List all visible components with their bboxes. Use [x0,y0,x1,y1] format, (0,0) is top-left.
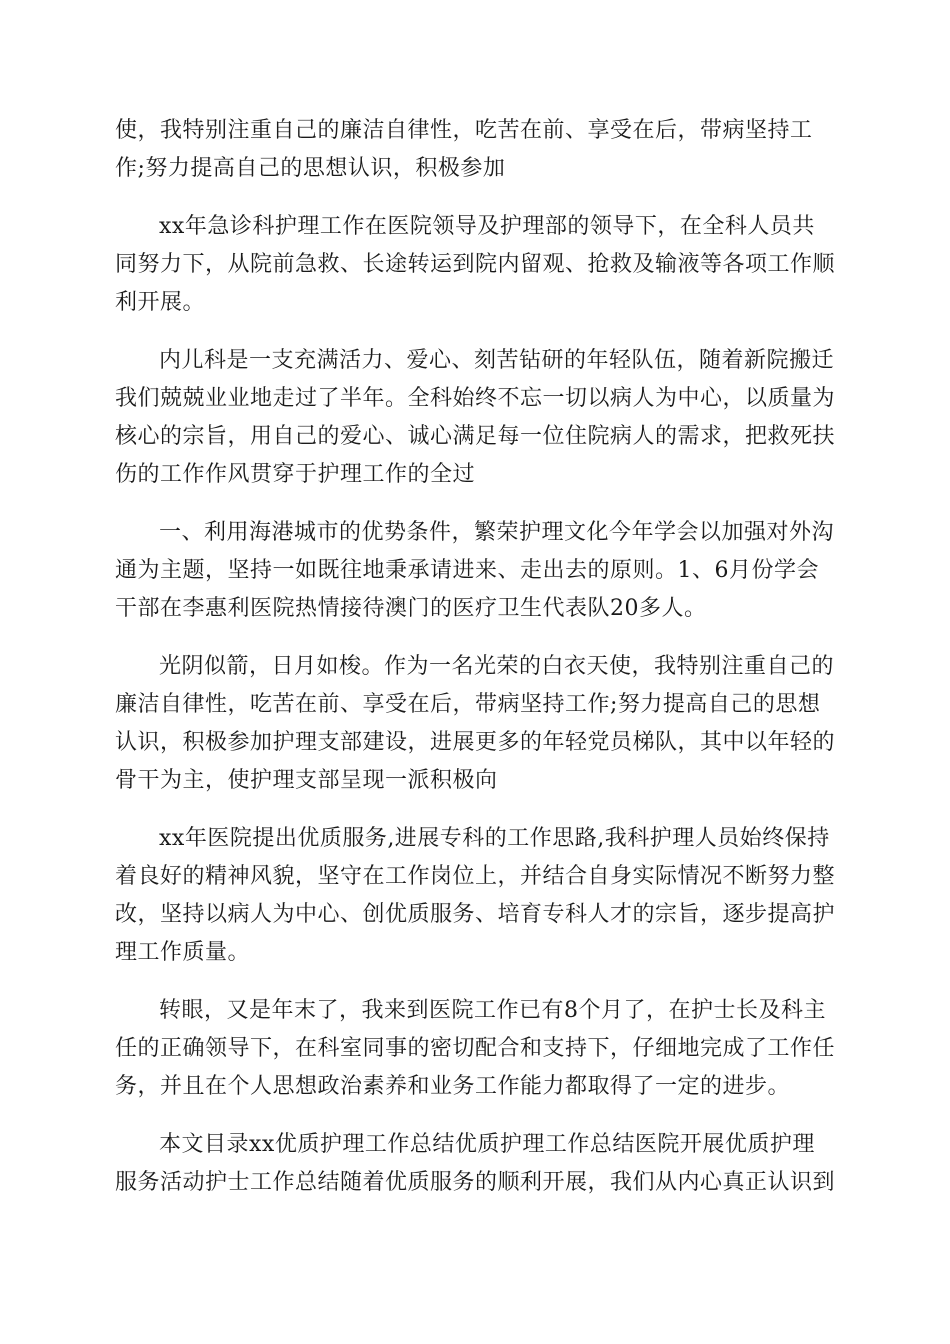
paragraph-6: xx年医院提出优质服务,进展专科的工作思路,我科护理人员始终保持着良好的精神风貌，坚守在工作岗位上，并结合自身实际情况不断努力整改，坚持以病人为中心、创优质服务、培育专科人才的宗旨，逐步提高护理工作质量。 [115,826,836,965]
paragraph-4: 一、利用海港城市的优势条件，繁荣护理文化今年学会以加强对外沟通为主题，坚持一如既往地秉承请进来、走出去的原则。1、6月份学会干部在李惠利医院热情接待澳门的医疗卫生代表队20多人。 [115,520,835,621]
paragraph-5: 光阴似箭，日月如梭。作为一名光荣的白衣天使，我特别注重自己的廉洁自律性，吃苦在前、享受在后，带病坚持工作;努力提高自己的思想认识，积极参加护理支部建设，进展更多的年轻党员梯队，其中以年轻的骨干为主，使护理支部呈现一派积极向 [115,654,836,793]
paragraph-7: 转眼，又是年末了，我来到医院工作已有8个月了，在护士长及科主任的正确领导下，在科室同事的密切配合和支持下，仔细地完成了工作任务，并且在个人思想政治素养和业务工作能力都取得了一定的进步。 [115,998,836,1099]
paragraph-8: 本文目录xx优质护理工作总结优质护理工作总结医院开展优质护理服务活动护士工作总结随着优质服务的顺利开展，我们从内心真正认识到 [115,1132,836,1195]
paragraph-2: xx年急诊科护理工作在医院领导及护理部的领导下，在全科人员共同努力下，从院前急救、长途转运到院内留观、抢救及输液等各项工作顺利开展。 [115,214,836,315]
paragraph-1: 使，我特别注重自己的廉洁自律性，吃苦在前、享受在后，带病坚持工作;努力提高自己的思想认识，积极参加 [115,118,813,181]
paragraph-3: 内儿科是一支充满活力、爱心、刻苦钻研的年轻队伍，随着新院搬迁我们兢兢业业地走过了半年。全科始终不忘一切以病人为中心，以质量为核心的宗旨，用自己的爱心、诚心满足每一位住院病人的需求，把救死扶伤的工作作风贯穿于护理工作的全过 [115,348,836,487]
document-body [115,112,835,1222]
